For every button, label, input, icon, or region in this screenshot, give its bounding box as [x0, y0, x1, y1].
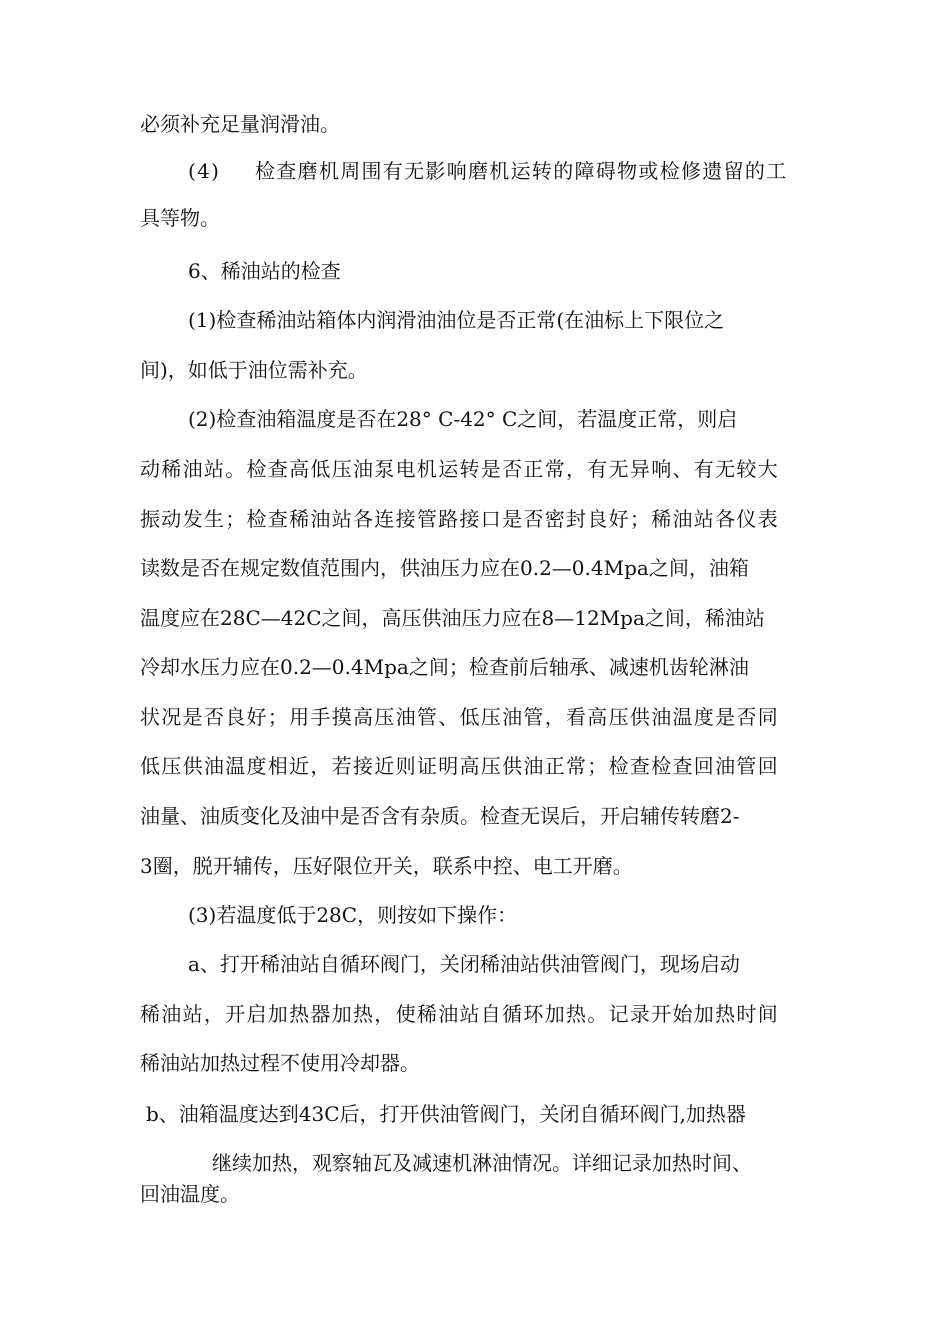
- section-heading: 6、稀油站的检查: [188, 259, 341, 283]
- text-line: (1)检查稀油站箱体内润滑油油位是否正常(在油标上下限位之: [188, 308, 725, 332]
- text-line: 油量、油质变化及油中是否含有杂质。检查无误后，开启辅传转磨2-: [140, 804, 740, 828]
- text-line: 间)，如低于油位需补充。: [140, 358, 368, 382]
- text-line: 稀油站加热过程不使用冷却器。: [140, 1051, 420, 1075]
- text-line: 读数是否在规定数值范围内，供油压力应在0.2—0.4Mpa之间，油箱: [140, 556, 749, 580]
- text-line: 振动发生；检查稀油站各连接管路接口是否密封良好；稀油站各仪表: [140, 507, 779, 531]
- text-line: 3圈，脱开辅传，压好限位开关，联系中控、电工开磨。: [140, 854, 633, 878]
- text-line: (2)检查油箱温度是否在28° C-42° C之间，若温度正常，则启: [188, 407, 738, 431]
- text-line: 温度应在28C—42C之间，高压供油压力应在8—12Mpa之间，稀油站: [140, 606, 765, 630]
- text-line: 稀油站，开启加热器加热，使稀油站自循环加热。记录开始加热时间: [140, 1002, 779, 1026]
- list-number: (4): [188, 159, 221, 183]
- text-line: (3)若温度低于28C，则按如下操作：: [188, 903, 518, 927]
- list-item-4: [188, 157, 788, 185]
- text-line: a、打开稀油站自循环阀门，关闭稀油站供油管阀门，现场启动: [188, 952, 740, 976]
- text-line: 状况是否良好；用手摸高压油管、低压油管，看高压供油温度是否同: [140, 705, 779, 729]
- text-line: b、油箱温度达到43C后，打开供油管阀门，关闭自循环阀门,加热器: [146, 1102, 746, 1126]
- text-line: 检查磨机周围有无影响磨机运转的障碍物或检修遗留的工: [255, 159, 788, 183]
- text-line: 继续加热，观察轴瓦及减速机淋油情况。详细记录加热时间、: [212, 1151, 752, 1175]
- text-line: 具等物。: [140, 206, 220, 230]
- text-line: 冷却水压力应在0.2—0.4Mpa之间；检查前后轴承、减速机齿轮淋油: [140, 655, 749, 679]
- text-line: 动稀油站。检查高低压油泵电机运转是否正常，有无异响、有无较大: [140, 457, 779, 481]
- text-line: 低压供油温度相近，若接近则证明高压供油正常；检查检查回油管回: [140, 754, 779, 778]
- text-line: 必须补充足量润滑油。: [140, 112, 340, 136]
- text-line: 回油温度。: [140, 1182, 240, 1206]
